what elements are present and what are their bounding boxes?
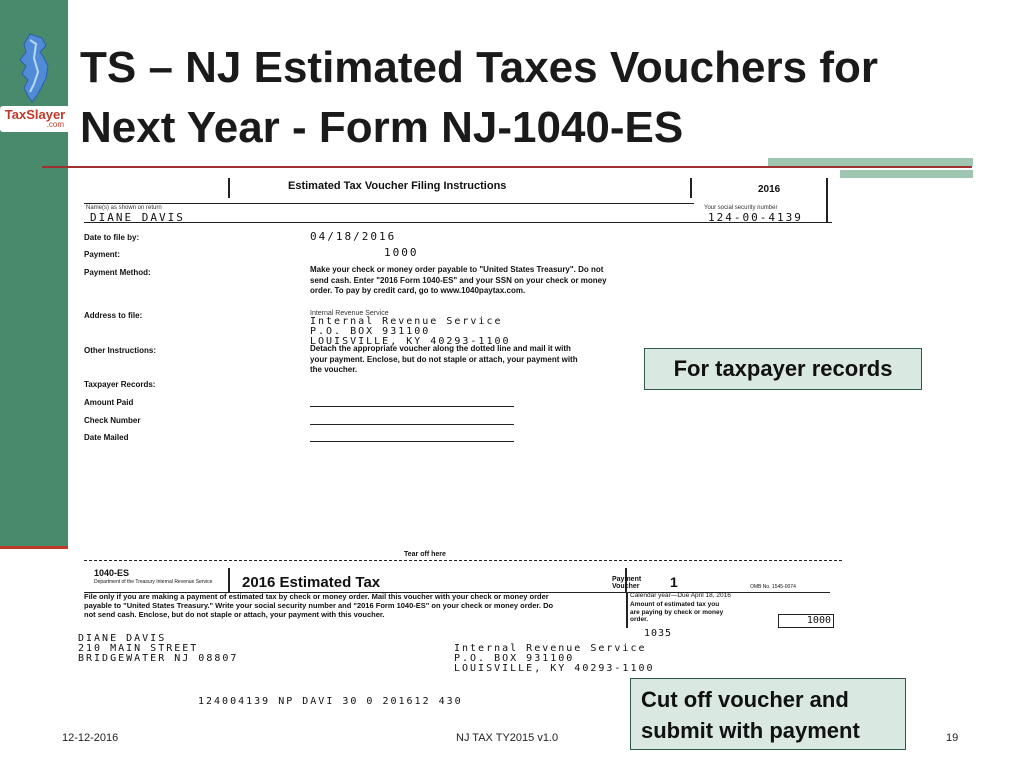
logo-text: TaxSlayer [4,107,66,122]
logo-sub: .com [46,120,64,129]
due-date-text: Calendar year—Due April 18, 2016 [630,592,731,599]
method-label: Payment Method: [84,268,151,277]
omb-number: OMB No. 1545-0074 [750,584,796,590]
date-mailed-label: Date Mailed [84,433,129,442]
sidebar-accent-line [0,546,68,549]
address-line-1: Internal Revenue Service [310,316,503,327]
amount-repeat: 1035 [644,628,673,639]
cut-voucher-line-2: submit with payment [641,718,860,743]
page-title [80,38,960,158]
records-label: Taxpayer Records: [84,380,156,389]
amount-value: 1000 [778,614,834,628]
address-label: Address to file: [84,311,143,320]
title-line-1: TS – NJ Estimated Taxes Vouchers for [80,43,878,92]
title-accent-bar-lower [840,170,973,178]
tear-off-label: Tear off here [404,551,446,558]
footer-date: 12-12-2016 [62,732,119,744]
taxpayer-address-line-3: BRIDGEWATER NJ 08807 [78,653,239,664]
page-number: 19 [946,732,959,744]
irs-address-line-3: LOUISVILLE, KY 40293-1100 [454,663,655,674]
amount-label: Amount of estimated tax you are paying by check or money order. [630,601,724,623]
cut-voucher-line-1: Cut off voucher and [641,687,849,712]
voucher-instructions: File only if you are making a payment of estimated tax by check or money order. Mail this voucher with your check or money order payable to "United States Treasury." Write your social security number and "2016 Form 1040-ES" on your check or money order. Do not send cash. Enclose, but do not staple or attach, your payment with this voucher. [84,592,554,619]
voucher-form-id: 1040-ES [94,568,130,578]
name-label: Name(s) as shown on return [86,205,162,211]
taxpayer-records-callout: For taxpayer records [644,348,922,390]
ssn-value: 124-00-4139 [708,211,803,224]
title-divider [42,166,972,168]
address-line-2: P.O. BOX 931100 [310,326,431,337]
filing-instructions-form [78,176,843,712]
tear-off-line [84,560,842,561]
check-number-line [310,424,514,425]
cut-voucher-callout [630,678,906,750]
irs-address-line-1: Internal Revenue Service [454,643,647,654]
method-text: Make your check or money order payable to "United States Treasury". Do not send cash. Enter "2016 Form 1040-ES" and your SSN on your check or money order. To pay by credit card, go to www.1040paytax.com. [310,265,607,295]
taxslayer-logo [0,106,70,132]
new-jersey-map-icon [12,32,56,104]
payment-voucher-label: Payment Voucher [612,576,642,590]
title-accent-bar [768,158,973,166]
taxpayer-address-line-1: DIANE DAVIS [78,633,167,644]
form-heading: Estimated Tax Voucher Filing Instructions [288,180,507,192]
form-year: 2016 [758,184,781,195]
scan-line: 124004139 NP DAVI 30 0 201612 430 [198,696,463,707]
voucher-dept: Department of the Treasury Internal Revenue Service [94,579,213,585]
payment-value: 1000 [384,246,419,259]
amount-paid-label: Amount Paid [84,398,134,407]
title-line-2: Next Year - Form NJ-1040-ES [80,103,684,152]
irs-address-line-2: P.O. BOX 931100 [454,653,575,664]
form-rule [84,203,694,204]
other-label: Other Instructions: [84,346,157,355]
address-small: Internal Revenue Service [310,310,389,317]
voucher-number: 1 [670,574,678,590]
date-mailed-line [310,441,514,442]
date-label: Date to file by: [84,233,140,242]
check-number-label: Check Number [84,416,141,425]
name-value: DIANE DAVIS [90,211,185,224]
voucher-title: 2016 Estimated Tax [242,574,381,591]
payment-label: Payment: [84,250,121,259]
date-value: 04/18/2016 [310,230,397,243]
amount-paid-line [310,406,514,407]
ssn-label: Your social security number [704,205,778,211]
other-text: Detach the appropriate voucher along the dotted line and mail it with your payment. Enclose, but do not staple or attach, your payment with the voucher. [310,344,578,374]
taxpayer-address-line-2: 210 MAIN STREET [78,643,199,654]
address-line-3: LOUISVILLE, KY 40293-1100 [310,336,511,347]
footer-center: NJ TAX TY2015 v1.0 [456,732,559,744]
